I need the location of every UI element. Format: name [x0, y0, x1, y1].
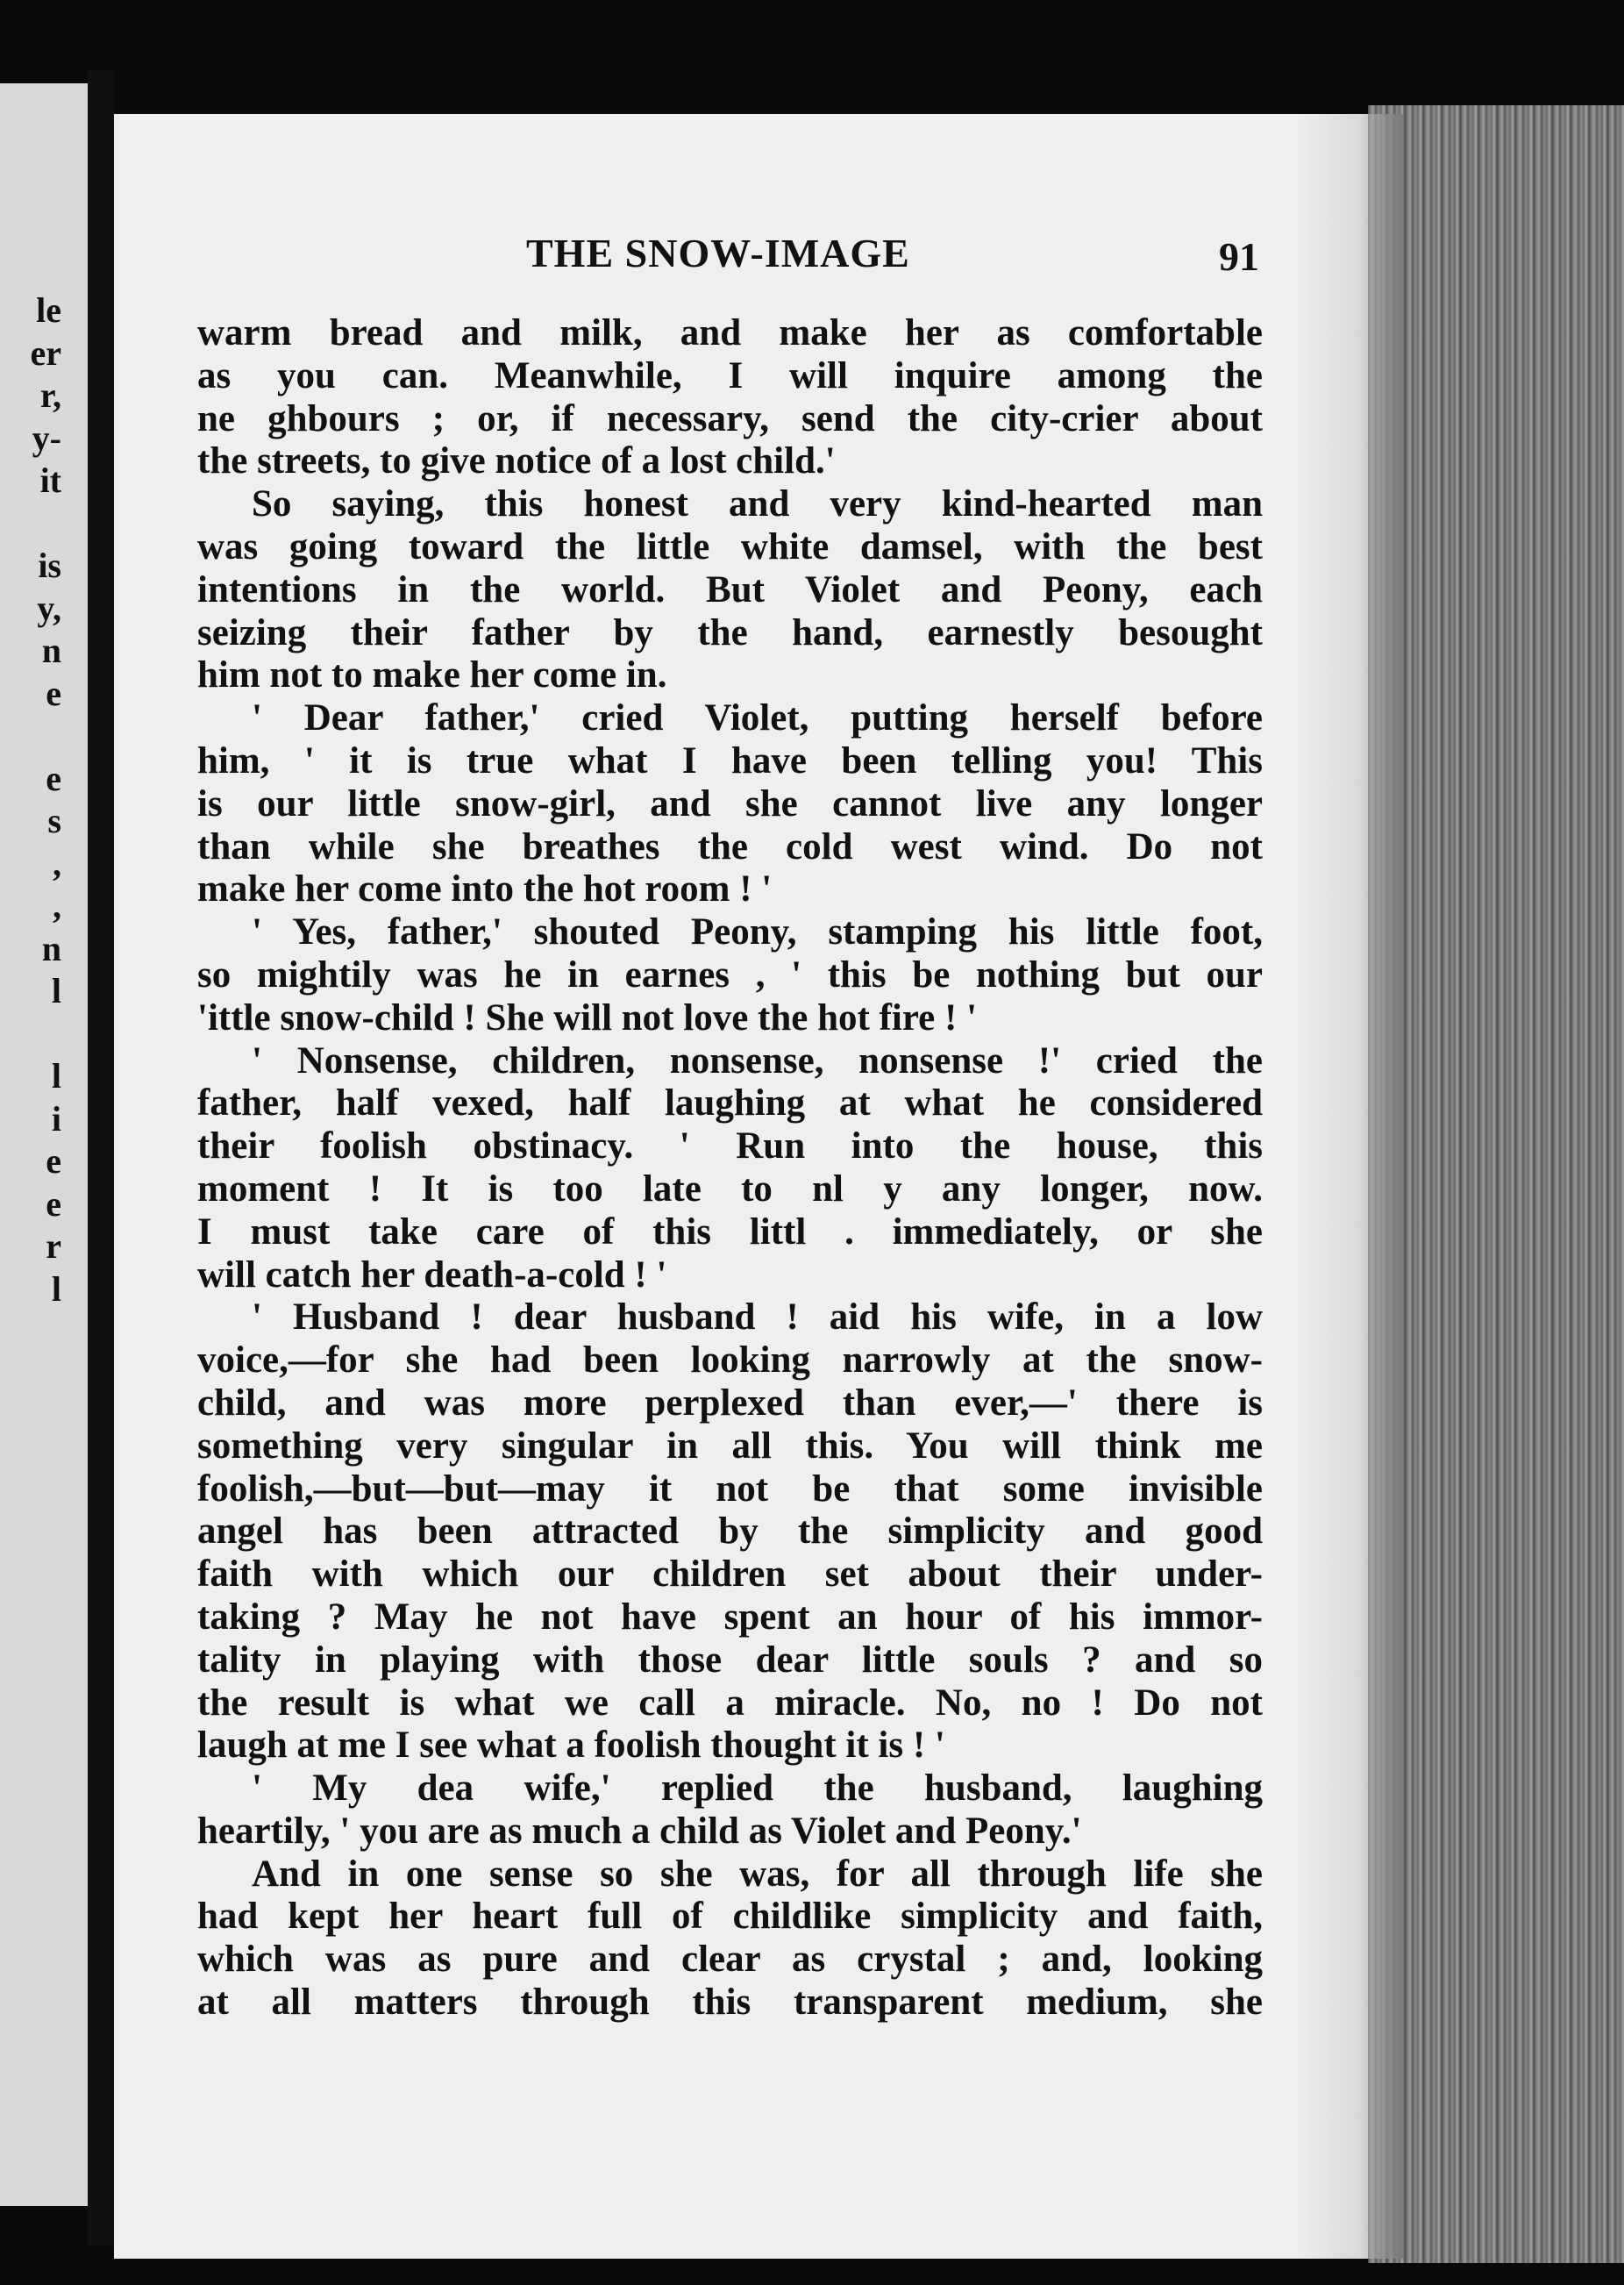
facing-page-fragment: n — [41, 631, 61, 670]
text-line: at all matters through this transparent medium, she — [197, 1982, 1263, 2024]
facing-page-fragment: l — [51, 1056, 61, 1096]
text-line: the streets, to give notice of a lost child.' — [197, 440, 836, 482]
text-line: moment ! It is too late to nl y any longer, now. — [197, 1167, 1263, 1210]
facing-page-fragment: l — [51, 1268, 61, 1309]
text-line: which was as pure and clear as crystal ; and, looking — [197, 1939, 1263, 1981]
text-line: And in one sense so she was, for all through life she — [252, 1853, 1263, 1895]
facing-page-fragment: er — [30, 332, 61, 373]
text-line: taking ? May he not have spent an hour of his immor- — [197, 1596, 1263, 1638]
facing-page-fragment: e — [46, 758, 61, 798]
facing-page-fragment: is — [38, 546, 61, 585]
text-line: was going toward the little white damsel, with the best — [197, 525, 1263, 568]
text-line: ' My dea wife,' replied the husband, laughing — [252, 1767, 1263, 1810]
facing-page-fragment — [0, 1013, 61, 1056]
text-line: something very singular in all this. You will think me — [197, 1425, 1263, 1467]
facing-page-fragment: s — [47, 801, 61, 840]
text-line: warm bread and milk, and make her as comfortable — [197, 312, 1263, 353]
text-line: foolish,—but—but—may it not be that some invisible — [197, 1467, 1263, 1510]
text-line: him, ' it is true what I have been telling you! This — [197, 739, 1263, 782]
text-line: voice,—for she had been looking narrowly at the snow- — [197, 1339, 1263, 1382]
text-line: ' Dear father,' cried Violet, putting herself before — [252, 697, 1263, 739]
facing-page-fragment — [0, 503, 61, 546]
page-number: 91 — [1219, 234, 1259, 279]
text-line: heartily, ' you are as much a child as Violet and Peony.' — [197, 1810, 1082, 1852]
page-edge-shadow — [1298, 114, 1403, 2259]
facing-page-fragment: r — [46, 1226, 61, 1266]
text-line: is our little snow-girl, and she cannot live any longer — [197, 782, 1263, 825]
text-line: ' Yes, father,' shouted Peony, stamping his little foot, — [252, 911, 1263, 953]
text-line: I must take care of this littl . immediately, or she — [197, 1210, 1263, 1253]
facing-page-fragment: e — [46, 673, 61, 713]
text-line: will catch her death-a-cold ! ' — [197, 1253, 667, 1296]
text-line: 'ittle snow-child ! She will not love the hot fire ! ' — [197, 996, 978, 1039]
text-line: angel has been attracted by the simplicity and good — [197, 1510, 1263, 1553]
text-line: father, half vexed, half laughing at what he considered — [197, 1082, 1263, 1125]
text-line: as you can. Meanwhile, I will inquire among the — [197, 354, 1263, 396]
text-line: intentions in the world. But Violet and Peony, each — [197, 568, 1263, 611]
facing-page-fragment: it — [39, 461, 61, 500]
running-title: THE SNOW-IMAGE — [526, 231, 910, 275]
facing-page-fragment — [0, 715, 61, 758]
text-line: had kept her heart full of childlike simplicity and faith, — [197, 1896, 1263, 1938]
facing-page-fragment: i — [51, 1098, 61, 1139]
text-line: ne ghbours ; or, if necessary, send the city-crier about — [197, 397, 1263, 439]
text-line: than while she breathes the cold west wind. Do not — [197, 825, 1263, 868]
book-gutter — [88, 70, 114, 2246]
text-line: make her come into the hot room ! ' — [197, 868, 773, 910]
text-line: So saying, this honest and very kind-hearted man — [252, 483, 1263, 525]
page-edges — [1368, 105, 1624, 2263]
text-line: child, and was more perplexed than ever,—' there is — [197, 1382, 1263, 1424]
facing-page-fragment: , — [53, 843, 61, 883]
facing-page-fragment: y- — [32, 418, 61, 458]
body-text — [197, 312, 1263, 2024]
facing-page-fragment: l — [51, 971, 61, 1010]
facing-page-fragment: le — [36, 290, 61, 330]
facing-page-text-fragments — [0, 289, 61, 1310]
facing-page-fragment: e — [46, 1141, 61, 1181]
facing-page-fragment: n — [41, 928, 61, 968]
text-line: so mightily was he in earnes , ' this be nothing but our — [197, 953, 1263, 996]
text-line: laugh at me I see what a foolish thought it is ! ' — [197, 1724, 945, 1767]
facing-page-fragment: e — [46, 1183, 61, 1224]
text-line: seizing their father by the hand, earnestly besought — [197, 611, 1263, 653]
text-line: the result is what we call a miracle. No, no ! Do not — [197, 1682, 1263, 1724]
text-line: their foolish obstinacy. ' Run into the house, this — [197, 1125, 1263, 1167]
facing-page-fragment: , — [53, 886, 61, 925]
text-line: tality in playing with those dear little souls ? and so — [197, 1639, 1263, 1681]
facing-page-fragment: y, — [37, 588, 61, 628]
text-line: ' Husband ! dear husband ! aid his wife, in a low — [252, 1296, 1263, 1339]
facing-page-fragment: r, — [39, 375, 61, 415]
text-line: faith with which our children set about their under- — [197, 1553, 1263, 1596]
text-line: ' Nonsense, children, nonsense, nonsense !' cried the — [252, 1039, 1263, 1082]
text-line: him not to make her come in. — [197, 654, 667, 696]
